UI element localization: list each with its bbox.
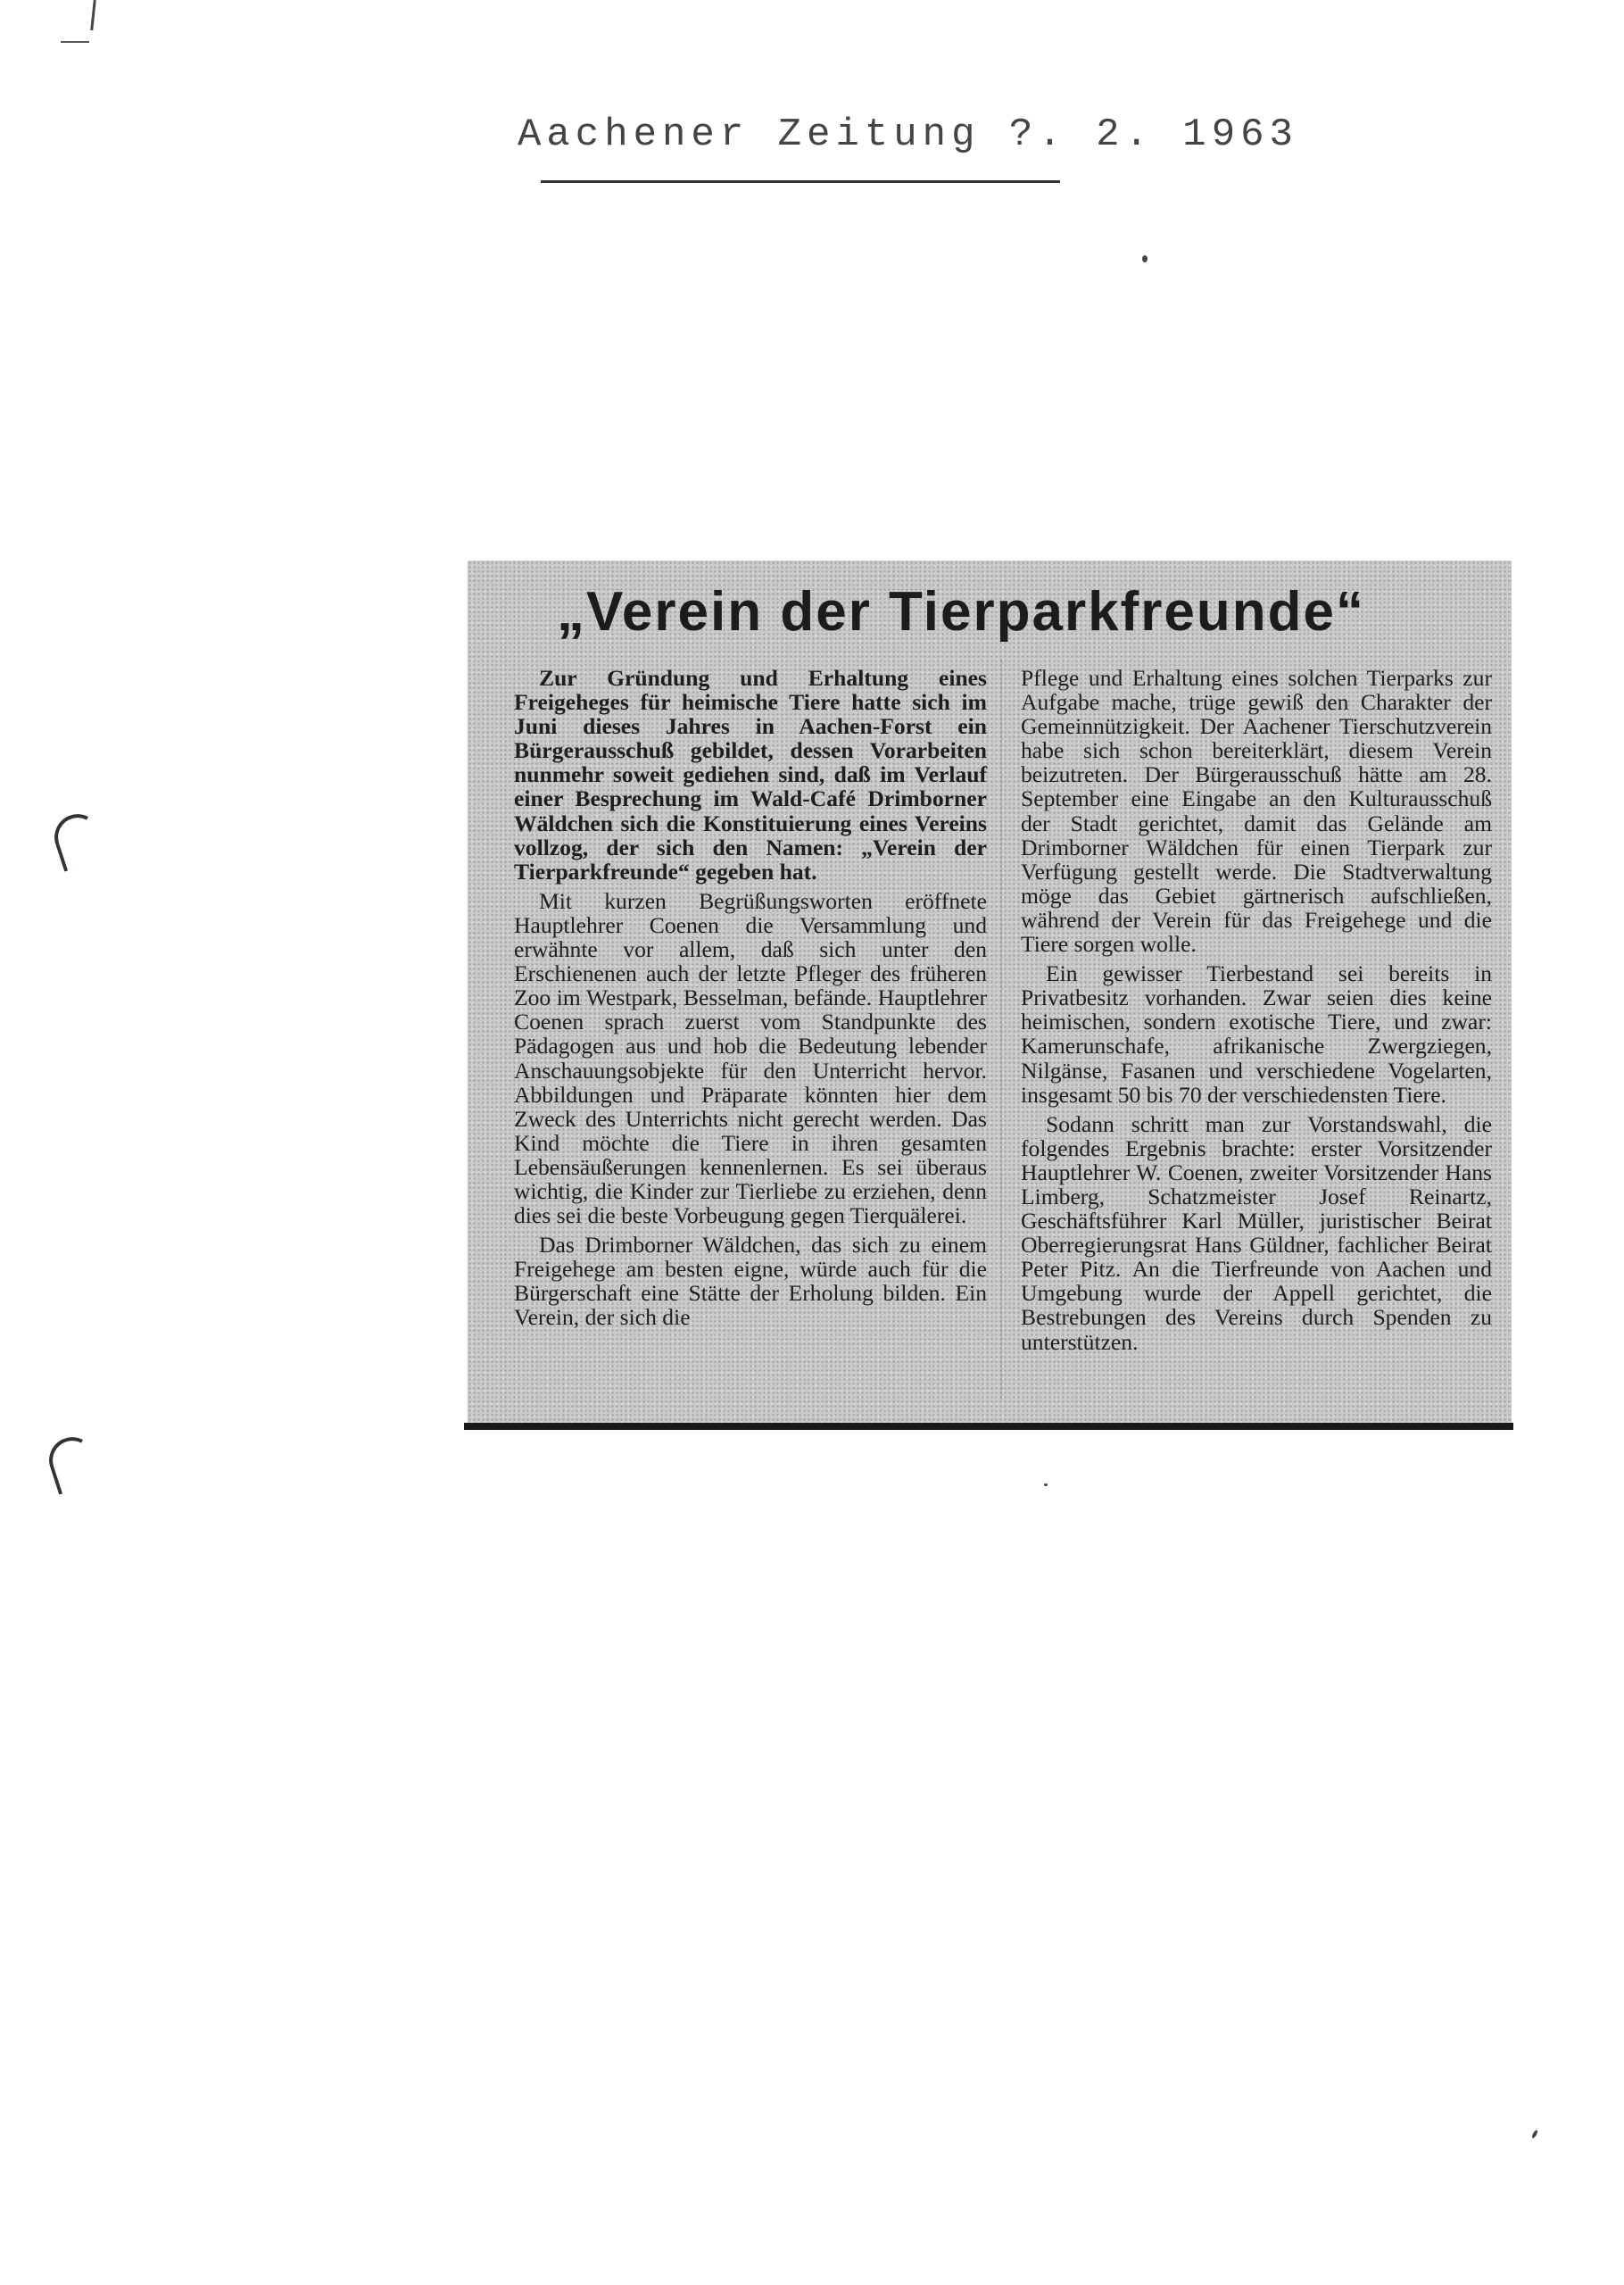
stray-dot [1142, 255, 1148, 262]
article-paragraph: Sodann schritt man zur Vorstandswahl, die folgendes Ergebnis brachte: erster Vorsitzender Hauptlehrer W. Coenen, zweiter Vorsitzender Hans Limberg, Schatzmeister Josef Reinartz, Geschäftsführer Karl Müller, juristischer Beirat Oberregierungsrat Hans Güldner, fachlicher Beirat Peter Pitz. An die Tierfreunde von Aachen und Umgebung wurde der Appell gerichtet, die Bestrebungen des Vereins durch Spenden zu unterstützen. [1021, 1110, 1492, 1355]
article-paragraph: Mit kurzen Begrüßungsworten eröffnete Hauptlehrer Coenen die Versammlung und erwähnte vor allem, daß sich unter den Erschienenen auch der letzte Pfleger des früheren Zoo im Westpark, Besselman, befände. Hauptlehrer Coenen sprach zuerst vom Standpunkte des Pädagogen aus und hob die Bedeutung lebender Anschauungsobjekte für den Unterricht hervor. Abbildungen und Präparate könnten hier dem Zweck des Unterrichts nicht gerecht werden. Das Kind möchte die Tiere in ihren gesamten Lebensäußerungen kennenlernen. Es sei überaus wichtig, die Kinder zur Tierliebe zu erziehen, denn dies sei die beste Vorbeugung gegen Tierquälerei. [514, 887, 987, 1229]
article-column-right [1021, 666, 1492, 1359]
typed-source-line: Aachener Zeitung ?. 2. 1963 [518, 112, 1298, 157]
article-headline: „Verein der Tierparkfreunde“ [557, 581, 1365, 643]
article-paragraph: Pflege und Erhaltung eines solchen Tierparks zur Aufgabe mache, trüge gewiß den Charakter der Gemeinnützigkeit. Der Aachener Tierschutzverein habe sich schon bereiterklärt, diesem Verein beizutreten. Der Bürgerausschuß hätte am 28. September eine Eingabe an den Kulturausschuß der Stadt gerichtet, damit das Gelände am Drimborner Wäldchen für einen Tierpark zur Verfügung gestellt werde. Die Stadtverwaltung möge das Gebiet gärtnerisch aufschließen, während der Verein für das Freigehege und die Tiere sorgen wolle. [1021, 665, 1492, 958]
stray-dot [1044, 1483, 1048, 1486]
newspaper-clipping [468, 561, 1512, 1428]
article-paragraph: Ein gewisser Tierbestand sei bereits in Privatbesitz vorhanden. Zwar seien dies keine heimischen, sondern exotische Tiere, und zwar: Kamerunschafe, afrikanische Zwergziegen, Nilgänse, Fasanen und verschiedene Vogelarten, insgesamt 50 bis 70 der verschiedensten Tiere. [1021, 960, 1492, 1108]
punch-hole-mark [43, 1431, 103, 1494]
stray-dot [1531, 2130, 1538, 2140]
article-paragraph: Zur Gründung und Erhaltung eines Freigeheges für heimische Tiere hatte sich im Juni dieses Jahres in Aachen-Forst ein Bürgerausschuß gebildet, dessen Vorarbeiten nunmehr soweit gediehen sind, daß im Verlauf einer Besprechung im Wald-Café Drimborner Wäldchen sich die Konstituierung eines Vereins vollzog, der sich den Namen: „Verein der Tierparkfreunde“ gegeben hat. [514, 665, 987, 885]
column-divider [1001, 659, 1002, 1400]
scan-edge-dash [61, 41, 89, 43]
scan-edge-mark [90, 0, 96, 30]
punch-hole-mark [48, 808, 108, 871]
typed-underline [541, 180, 1060, 183]
article-paragraph: Das Drimborner Wäldchen, das sich zu einem Freigehege am besten eigne, würde auch für die Bürgerschaft eine Stätte der Erholung bilden. Ein Verein, der sich die [514, 1232, 987, 1331]
clipping-bottom-rule [464, 1423, 1513, 1430]
article-column-left [514, 666, 987, 1335]
